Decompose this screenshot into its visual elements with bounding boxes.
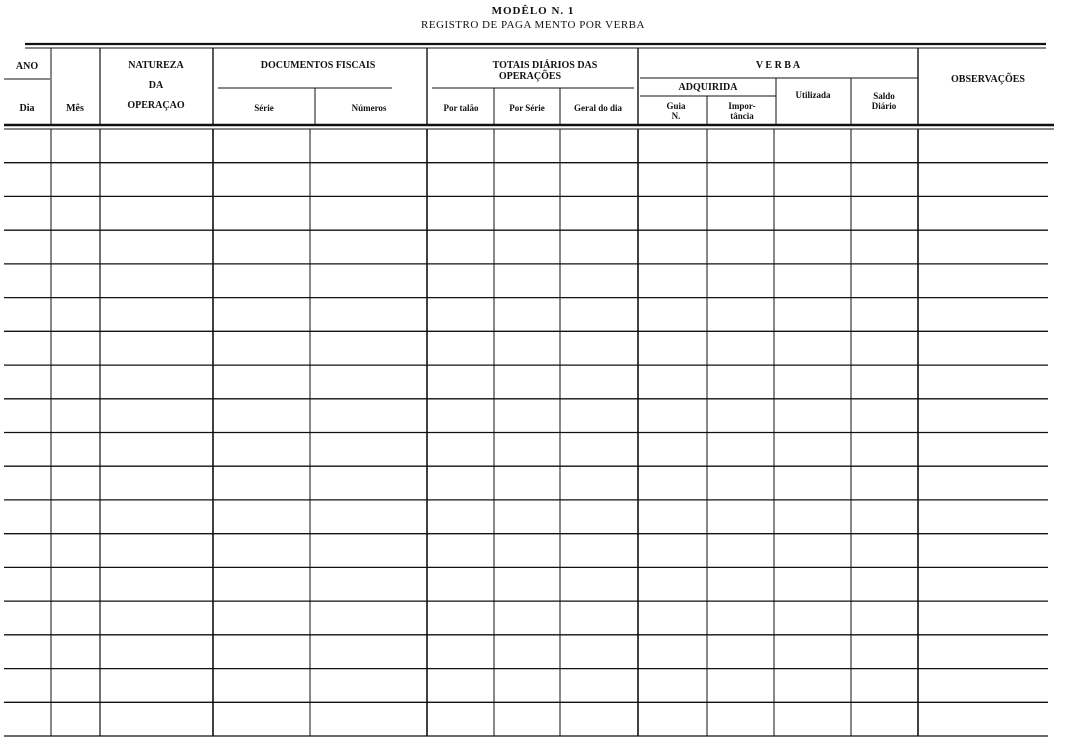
form-title: REGISTRO DE PAGA MENTO POR VERBA xyxy=(421,19,645,31)
header-saldo-line2: Diário xyxy=(871,101,897,111)
header-natureza-line2: DA xyxy=(148,80,164,91)
header-dia: Dia xyxy=(19,103,35,114)
header-natureza-line3: OPERAÇAO xyxy=(127,100,185,111)
header-importancia-line1: Impor- xyxy=(728,101,756,111)
header-serie: Série xyxy=(254,103,274,113)
header-documentos-fiscais: DOCUMENTOS FISCAIS xyxy=(260,60,376,71)
header-utilizada: Utilizada xyxy=(795,90,831,100)
header-verba: V E R B A xyxy=(755,60,801,71)
header-natureza-line1: NATUREZA xyxy=(128,60,184,71)
header-guia-line2: N. xyxy=(671,111,681,121)
header-por-serie: Por Série xyxy=(509,103,545,113)
form-model-number: MODÊLO N. 1 xyxy=(491,5,575,17)
header-observacoes: OBSERVAÇÕES xyxy=(951,74,1025,85)
header-guia-line1: Guia xyxy=(666,101,686,111)
header-por-talao: Por talão xyxy=(443,103,479,113)
header-numeros: Números xyxy=(351,103,387,113)
header-saldo-line1: Saldo xyxy=(873,91,895,101)
header-ano: ANO xyxy=(15,61,39,72)
header-totais-line1: TOTAIS DIÁRIOS DAS xyxy=(492,60,598,71)
header-totais-line2: OPERAÇÕES xyxy=(498,71,562,82)
header-adquirida: ADQUIRIDA xyxy=(678,82,738,93)
header-geral-do-dia: Geral do dia xyxy=(573,103,623,113)
header-importancia-line2: tância xyxy=(730,111,754,121)
header-mes: Mês xyxy=(66,103,84,114)
